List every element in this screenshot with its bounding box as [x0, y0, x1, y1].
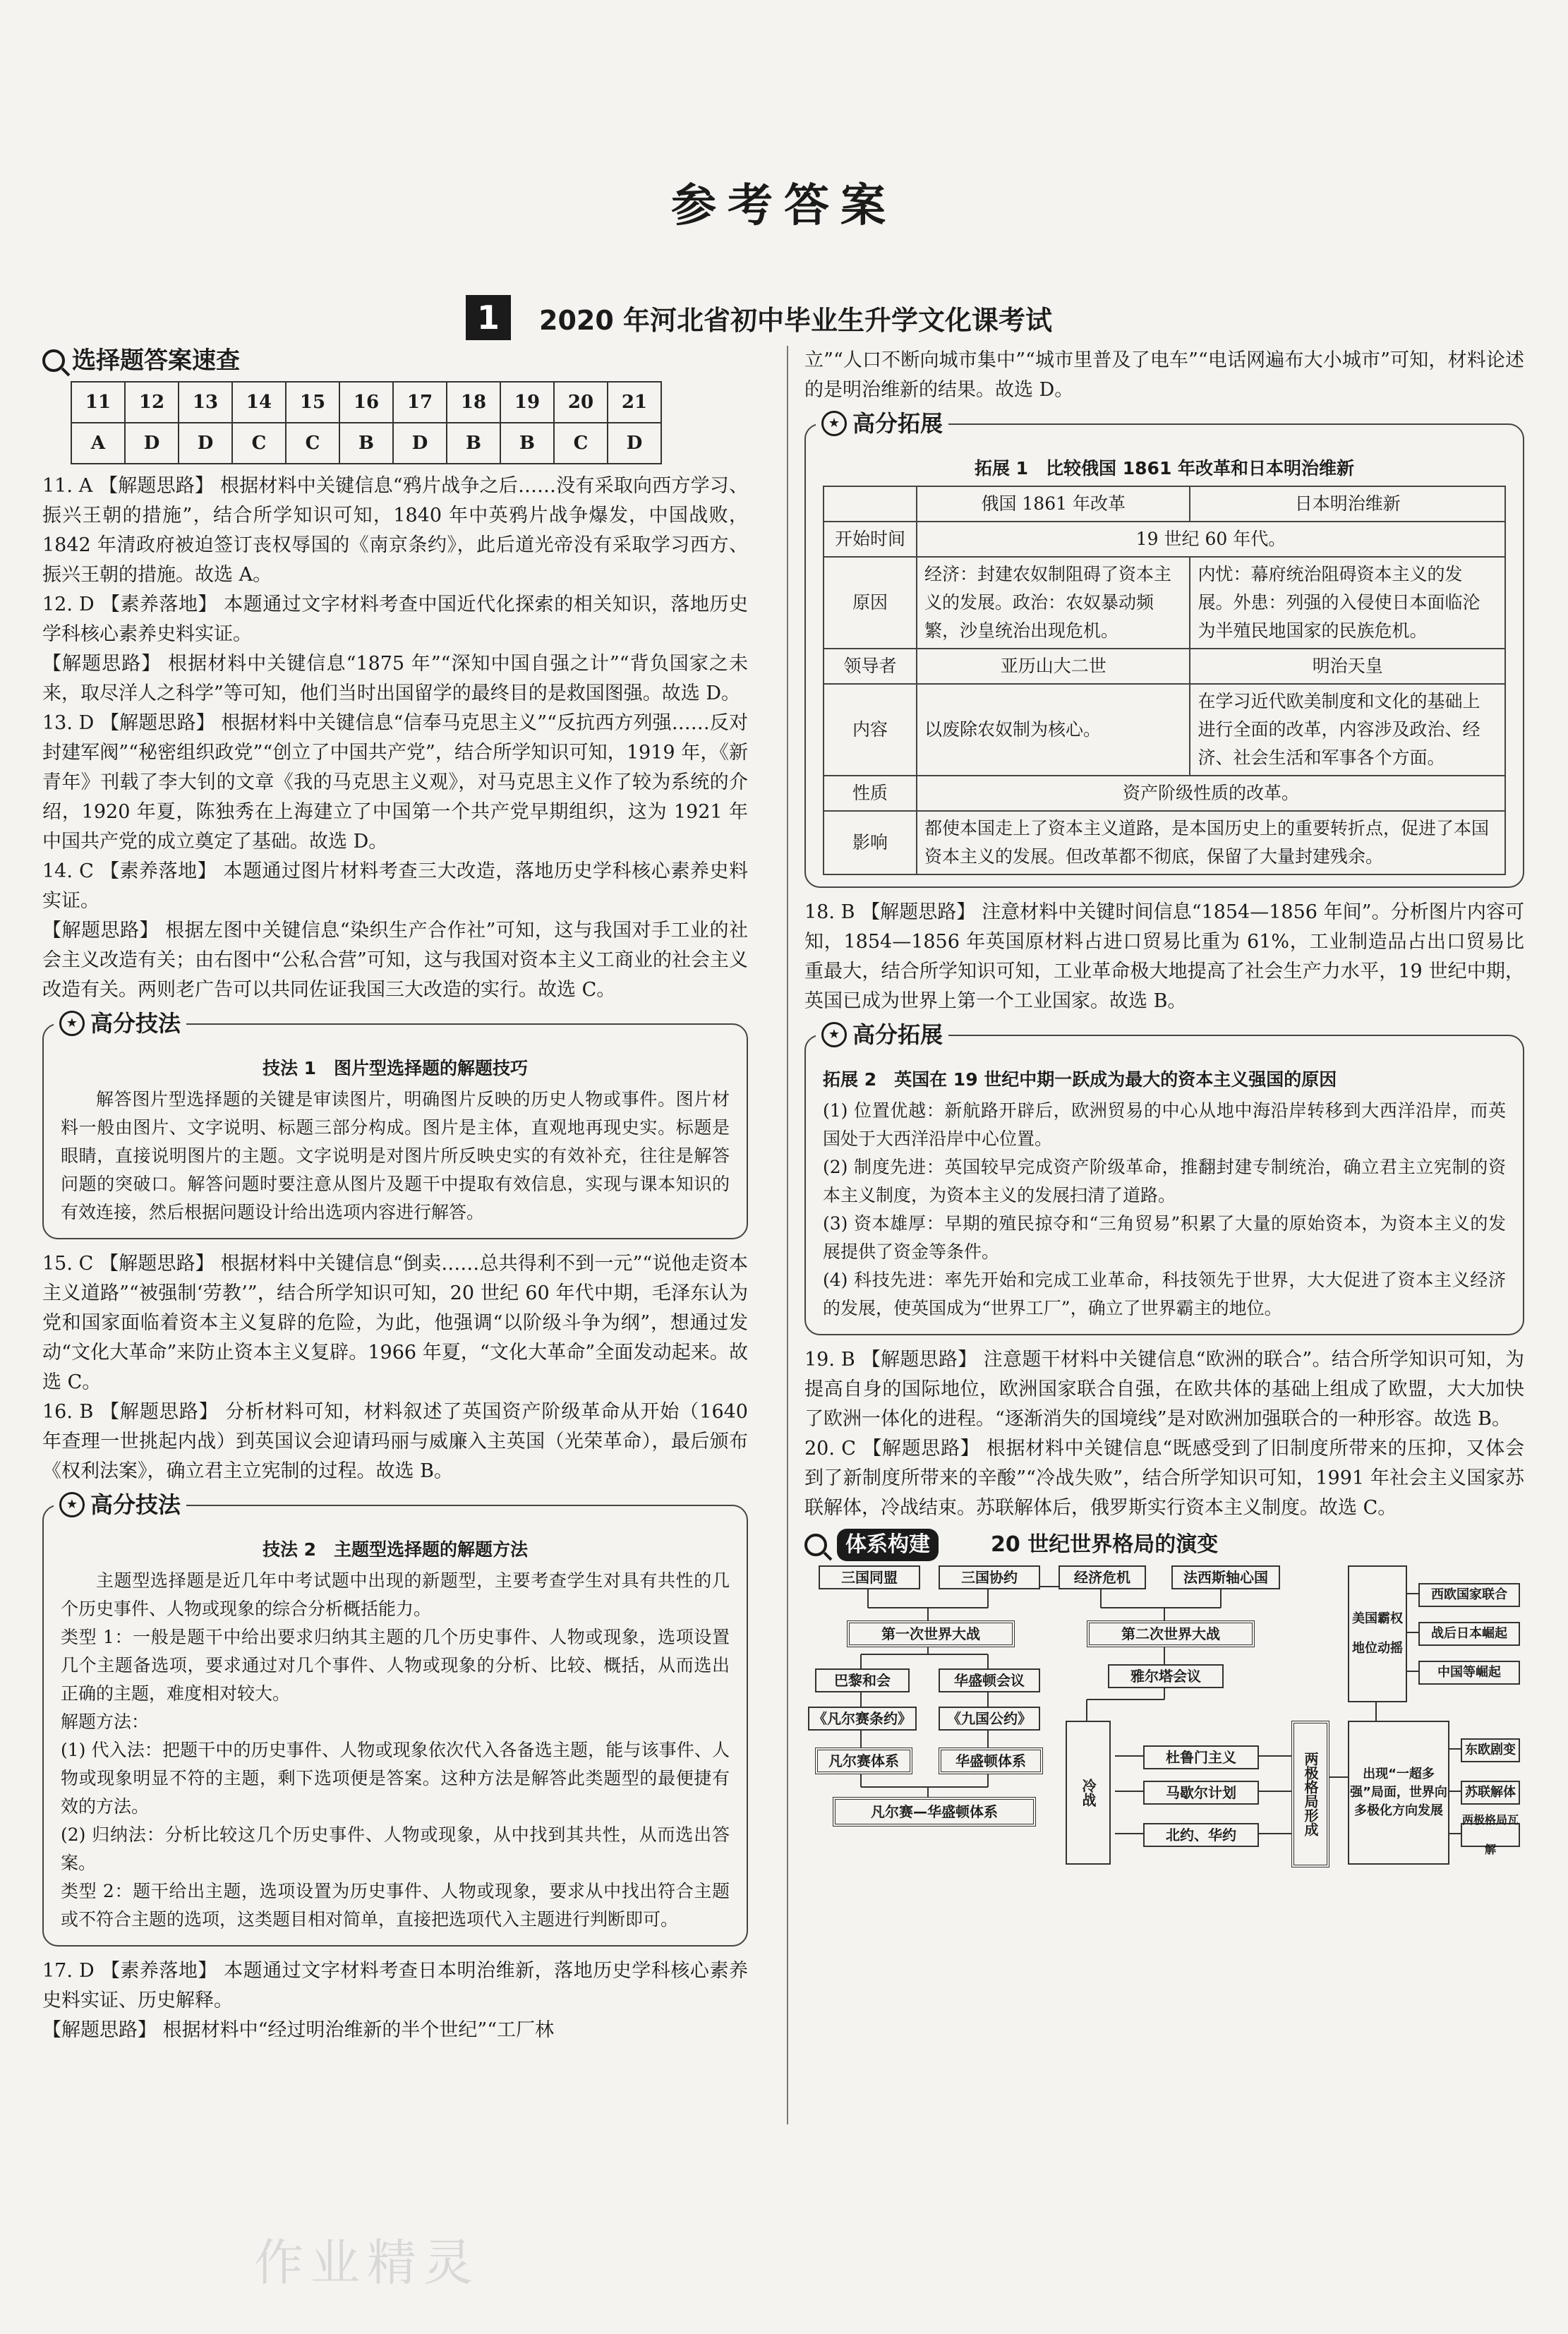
- diagram-node: 苏联解体: [1461, 1781, 1520, 1805]
- diagram-node: 西欧国家联合: [1418, 1583, 1520, 1607]
- answer-number: 17: [393, 382, 447, 423]
- answer-letter: D: [179, 423, 232, 464]
- answer-number: 14: [232, 382, 286, 423]
- answer-numbers-row: [71, 382, 661, 423]
- exam-number: 1: [466, 295, 511, 340]
- trophy-icon: ★: [821, 1022, 847, 1047]
- answer-19: 19. B 【解题思路】 注意题干材料中关键信息“欧洲的联合”。结合所学知识可知，为提高自身的国际地位，欧洲国家联合自强，在欧共体的基础上组成了欧盟，大大加快了欧洲一体化的进程。“逐渐消失的国境线”是对欧洲加强联合的一种形容。故选 B。: [804, 1349, 1524, 1430]
- magnifier-icon: [804, 1534, 827, 1556]
- diagram-node: 冷战: [1066, 1721, 1111, 1865]
- tip-box-label: 高分技法: [90, 1010, 181, 1037]
- trophy-icon: ★: [821, 411, 847, 436]
- diagram-node: 三国同盟: [819, 1565, 920, 1589]
- diagram-node: 杜鲁门主义: [1143, 1745, 1259, 1769]
- diagram-node: 两极格局瓦解: [1462, 1813, 1519, 1856]
- tip-box-title: 技法 1 图片型选择题的解题技巧: [262, 1058, 529, 1078]
- magnifier-icon: [42, 349, 65, 372]
- diagram-node: 第一次世界大战: [847, 1620, 1015, 1647]
- row-label: 领导者: [824, 649, 917, 684]
- tip-box-paragraph: 主题型选择题是近几年中考试题中出现的新题型，主要考查学生对具有共性的几个历史事件、人物或现象的综合分析概括能力。: [61, 1570, 730, 1619]
- diagram-node: 华盛顿体系: [939, 1748, 1043, 1774]
- diagram-node: 出现“一超多强”局面，世界向多极化方向发展: [1348, 1721, 1449, 1865]
- answer-17-reasoning: 【解题思路】 根据材料中“经过明治维新的半个世纪”“工厂林: [42, 2019, 554, 2041]
- table-cell: 明治天皇: [1190, 649, 1505, 684]
- comparison-header-row: [824, 486, 1505, 522]
- extension-box-label: 高分拓展: [852, 410, 943, 437]
- tip-box-body: 解答图片型选择题的关键是审读图片，明确图片反映的历史人物或事件。图片材料一般由图片、文字说明、标题三部分构成。图片是主体，直观地再现史实。标题是眼睛，直接说明图片的主题。文字说明是对图片所反映史实的有效补充，往往是解答问题的突破口。解答问题时要注意从图片及题干中提取有效信息，实现与课本知识的有效连接，然后根据问题设计给出选项内容进行解答。: [61, 1089, 730, 1222]
- diagram-node: 东欧剧变: [1461, 1738, 1520, 1762]
- trophy-icon: ★: [59, 1011, 85, 1036]
- quick-answers-title: 选择题答案速查: [72, 347, 240, 375]
- row-label: 影响: [824, 811, 917, 874]
- diagram-node: 经济危机: [1059, 1565, 1146, 1589]
- answer-number: 15: [286, 382, 339, 423]
- comparison-row: [824, 811, 1505, 874]
- diagram-node: 雅尔塔会议: [1108, 1664, 1224, 1688]
- tip-box-paragraph: 类型 1：一般是题干中给出要求归纳其主题的几个历史事件、人物或现象，选项设置几个主题备选项，要求通过对几个事件、人物或现象的分析、比较、概括，从而选出正确的主题，难度相对较大。: [61, 1627, 730, 1704]
- diagram-node: 美国霸权地位动摇: [1348, 1565, 1407, 1702]
- diagram-node: 三国协约: [939, 1565, 1040, 1589]
- table-cell: 以废除农奴制为核心。: [917, 684, 1190, 776]
- answer-number: 19: [500, 382, 554, 423]
- row-label: 原因: [824, 557, 917, 649]
- answer-letter: B: [447, 423, 500, 464]
- answer-17-literacy: 17. D 【素养落地】 本题通过文字材料考查日本明治维新，落地历史学科核心素养史料实证、历史解释。: [42, 1960, 748, 2011]
- answer-number: 12: [125, 382, 179, 423]
- tip-box-label: 高分技法: [90, 1491, 181, 1518]
- table-cell: 在学习近代欧美制度和文化的基础上进行全面的改革，内容涉及政治、经济、社会生活和军事各个方面。: [1190, 684, 1505, 776]
- answer-number: 21: [608, 382, 661, 423]
- table-cell: 都使本国走上了资本主义道路，是本国历史上的重要转折点，促进了本国资本主义的发展。但改革都不彻底，保留了大量封建残余。: [917, 811, 1505, 874]
- column-header: 日本明治维新: [1190, 486, 1505, 522]
- extension-paragraph: (1) 位置优越：新航路开辟后，欧洲贸易的中心从地中海沿岸转移到大西洋沿岸，而英国处于大西洋沿岸中心位置。: [823, 1100, 1506, 1149]
- answer-20: 20. C 【解题思路】 根据材料中关键信息“既感受到了旧制度所带来的压抑，又体会到了新制度所带来的辛酸”“冷战失败”，结合所学知识可知，1991 年社会主义国家苏联解体，冷战结束。苏联解体后，俄罗斯实行资本主义制度。故选 C。: [804, 1438, 1524, 1519]
- answer-letter: C: [286, 423, 339, 464]
- answer-14-reasoning: 【解题思路】 根据左图中关键信息“染织生产合作社”可知，这与我国对手工业的社会主义改造有关；由右图中“公私合营”可知，这与我国对资本主义工商业的社会主义改造有关。两则老广告可以共同佐证我国三大改造的实行。故选 C。: [42, 920, 748, 1001]
- answer-14-literacy: 14. C 【素养落地】 本题通过图片材料考查三大改造，落地历史学科核心素养史料实证。: [42, 860, 748, 912]
- extension-box-title: 拓展 1 比较俄国 1861 年改革和日本明治维新: [974, 458, 1355, 479]
- right-column: [804, 346, 1524, 1932]
- answer-letter: A: [71, 423, 125, 464]
- column-divider: [787, 346, 788, 2124]
- answer-number: 20: [554, 382, 608, 423]
- row-label: 内容: [824, 684, 917, 776]
- answer-letter: D: [608, 423, 661, 464]
- tip-box-2: [42, 1491, 748, 1947]
- extension-paragraph: (2) 制度先进：英国较早完成资产阶级革命，推翻封建专制统治，确立君主立宪制的资本主义制度，为资本主义的发展扫清了道路。: [823, 1157, 1506, 1205]
- answer-number: 18: [447, 382, 500, 423]
- diagram-node: 法西斯轴心国: [1171, 1565, 1280, 1589]
- answer-letter: B: [339, 423, 393, 464]
- tip-box-header: [54, 1491, 186, 1519]
- tip-box-title: 技法 2 主题型选择题的解题方法: [262, 1539, 529, 1560]
- answer-letter: B: [500, 423, 554, 464]
- tip-box-header: [54, 1009, 186, 1037]
- diagram-heading: [804, 1529, 1524, 1561]
- diagram-node: 马歇尔计划: [1143, 1781, 1259, 1805]
- comparison-row: [824, 649, 1505, 684]
- answer-number: 11: [71, 382, 125, 423]
- answer-11: 11. A 【解题思路】 根据材料中关键信息“鸦片战争之后……没有采取向西方学习、振兴王朝的措施”，结合所学知识可知，1840 年中英鸦片战争爆发，中国战败，1842 年清政府被迫签订丧权辱国的《南京条约》，此后道光帝没有采取学习西方、振兴王朝的措施。故选 A。: [42, 475, 748, 586]
- comparison-row: [824, 684, 1505, 776]
- answer-letter: D: [125, 423, 179, 464]
- comparison-row: [824, 776, 1505, 811]
- left-column: [42, 346, 748, 2045]
- answer-13: 13. D 【解题思路】 根据材料中关键信息“信奉马克思主义”“反抗西方列强……反对封建军阀”“秘密组织政党”“创立了中国共产党”，结合所学知识可知，1919 年，《新青年》刊载了李大钊的文章《我的马克思主义观》，对马克思主义作了较为系统的介绍，1920 年夏，陈独秀在上海建立了中国第一个共产党早期组织，这为 1921 年中国共产党的成立奠定了基础。故选 D。: [42, 712, 748, 853]
- comparison-row: [824, 557, 1505, 649]
- answer-18: 18. B 【解题思路】 注意材料中关键时间信息“1854—1856 年间”。分析图片内容可知，1854—1856 年英国原材料占进口贸易比重为 61%，工业制造品占出口贸易比重最大，结合所学知识可知，工业革命极大地提高了社会生产力水平，19 世纪中期，英国已成为世界上第一个工业国家。故选 B。: [804, 901, 1524, 1012]
- quick-answers-heading: [42, 346, 748, 375]
- column-header: 俄国 1861 年改革: [917, 486, 1190, 522]
- diagram-node: 巴黎和会: [815, 1668, 910, 1692]
- comparison-table: [823, 486, 1506, 875]
- diagram-node: 华盛顿会议: [939, 1668, 1040, 1692]
- extension-box-1: [804, 410, 1524, 888]
- diagram-node: 《凡尔赛条约》: [808, 1707, 917, 1731]
- diagram-node: 第二次世界大战: [1087, 1620, 1255, 1647]
- answer-letter: C: [554, 423, 608, 464]
- diagram-node: 凡尔赛体系: [815, 1748, 912, 1774]
- answer-letters-row: [71, 423, 661, 464]
- answer-table: [71, 381, 662, 464]
- table-cell: 19 世纪 60 年代。: [917, 522, 1505, 557]
- extension-box-2: [804, 1021, 1524, 1335]
- table-cell: 亚历山大二世: [917, 649, 1190, 684]
- diagram-node: 北约、华约: [1143, 1823, 1259, 1847]
- exam-title: 2020 年河北省初中毕业生升学文化课考试: [539, 304, 1052, 336]
- exam-header: [466, 295, 1052, 340]
- diagram-tag: 体系构建: [837, 1529, 939, 1561]
- answer-letter: D: [393, 423, 447, 464]
- diagram-node: 战后日本崛起: [1418, 1622, 1520, 1646]
- tip-box-paragraph: (1) 代入法：把题干中的历史事件、人物或现象依次代入各备选主题，能与该事件、人物或现象明显不符的主题，剩下选项便是答案。这种方法是解答此类题型的最便捷有效的方法。: [61, 1740, 730, 1817]
- diagram-node: 两极格局形成: [1291, 1721, 1329, 1867]
- extension-paragraph: (4) 科技先进：率先开始和完成工业革命，科技领先于世界，大大促进了资本主义经济的发展，使英国成为“世界工厂”，确立了世界霸主的地位。: [823, 1270, 1506, 1318]
- extension-box-title: 拓展 2 英国在 19 世纪中期一跃成为最大的资本主义强国的原因: [823, 1069, 1337, 1090]
- table-cell: 资产阶级性质的改革。: [917, 776, 1505, 811]
- watermark: 作业精灵: [254, 2234, 480, 2292]
- answer-number: 16: [339, 382, 393, 423]
- row-label: 开始时间: [824, 522, 917, 557]
- trophy-icon: ★: [59, 1492, 85, 1517]
- tip-box-paragraph: 类型 2：题干给出主题，选项设置为历史事件、人物或现象，要求从中找出符合主题或不符合主题的选项，这类题目相对简单，直接把选项代入主题进行判断即可。: [61, 1881, 730, 1930]
- diagram-node: 《九国公约》: [939, 1707, 1040, 1731]
- answer-12-reasoning: 【解题思路】 根据材料中关键信息“1875 年”“深知中国自强之计”“背负国家之未来，取尽洋人之科学”等可知，他们当时出国留学的最终目的是救国图强。故选 D。: [42, 653, 748, 704]
- table-cell: 经济：封建农奴制阻碍了资本主义的发展。政治：农奴暴动频繁，沙皇统治出现危机。: [917, 557, 1190, 649]
- diagram-title: 20 世纪世界格局的演变: [991, 1532, 1219, 1557]
- table-cell: 内忧：幕府统治阻碍资本主义的发展。外患：列强的入侵使日本面临沦为半殖民地国家的民族危机。: [1190, 557, 1505, 649]
- world-order-diagram: [804, 1565, 1524, 1932]
- diagram-node: 凡尔赛—华盛顿体系: [833, 1797, 1036, 1827]
- tip-box-paragraph: 解题方法：: [61, 1712, 150, 1732]
- tip-box-paragraph: (2) 归纳法：分析比较这几个历史事件、人物或现象，从中找到其共性，从而选出答案。: [61, 1824, 730, 1873]
- row-label: 性质: [824, 776, 917, 811]
- answer-12-literacy: 12. D 【素养落地】 本题通过文字材料考查中国近代化探索的相关知识，落地历史学科核心素养史料实证。: [42, 594, 748, 645]
- answer-17-continued: 立”“人口不断向城市集中”“城市里普及了电车”“电话网遍布大小城市”可知，材料论述的是明治维新的结果。故选 D。: [804, 349, 1524, 401]
- tip-box-1: [42, 1010, 748, 1239]
- page-title: 参考答案: [671, 179, 897, 232]
- extension-box-header: [816, 1021, 948, 1049]
- answer-15: 15. C 【解题思路】 根据材料中关键信息“倒卖……总共得利不到一元”“说他走资本主义道路”“被强制‘劳教’”，结合所学知识可知，20 世纪 60 年代中期，毛泽东认为党和国家面临着资本主义复辟的危险，为此，他强调“以阶级斗争为纲”，想通过发动“文化大革命”来防止资本主义复辟。1966 年夏，“文化大革命”全面发动起来。故选 C。: [42, 1253, 748, 1393]
- diagram-node: 中国等崛起: [1418, 1661, 1520, 1685]
- answer-number: 13: [179, 382, 232, 423]
- extension-paragraph: (3) 资本雄厚：早期的殖民掠夺和“三角贸易”积累了大量的原始资本，为资本主义的发展提供了资金等条件。: [823, 1213, 1506, 1262]
- empty-cell: [824, 486, 917, 522]
- answer-16: 16. B 【解题思路】 分析材料可知，材料叙述了英国资产阶级革命从开始（1640 年查理一世挑起内战）到英国议会迎请玛丽与威廉入主英国（光荣革命），最后颁布《权利法案》，确立君主立宪制的过程。故选 B。: [42, 1401, 748, 1482]
- extension-box-label: 高分拓展: [852, 1021, 943, 1048]
- extension-box-header: [816, 409, 948, 438]
- comparison-row: [824, 522, 1505, 557]
- answer-letter: C: [232, 423, 286, 464]
